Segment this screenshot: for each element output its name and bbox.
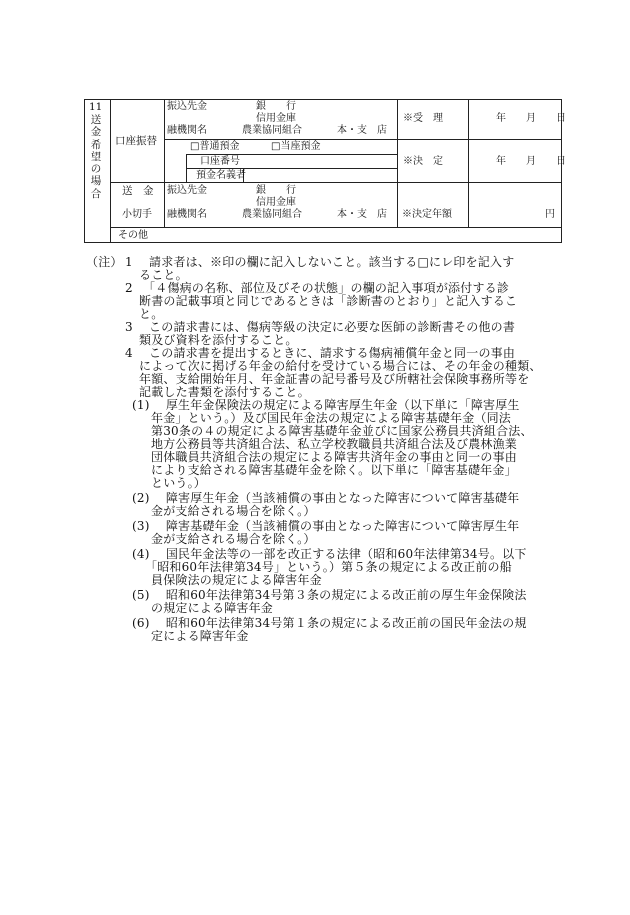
account-holder-label: 預金名義者 <box>196 170 246 181</box>
receipt-date: 年 月 日 <box>496 113 566 124</box>
row-divider-other <box>110 227 397 228</box>
account-number-label: 口座番号 <box>200 156 240 167</box>
notes-header: （注） <box>86 255 123 269</box>
row-divider-deposit <box>186 154 397 155</box>
note-line: 年額、支給開始年月、年金証書の記号番号及び所轄社会保険事務所等を <box>139 372 530 386</box>
yen-unit: 円 <box>545 209 555 220</box>
note-line: (3) 障害基礎年金（当該補償の事由となった障害について障害厚生年 <box>132 519 520 533</box>
decision-date: 年 月 日 <box>496 156 566 167</box>
current-deposit-checkbox[interactable]: □当座預金 <box>271 141 321 152</box>
row-divider-amount <box>397 227 562 228</box>
note-line: 類及び資料を添付すること。 <box>139 333 298 347</box>
note-line: 員保険法の規定による障害年金 <box>151 573 322 587</box>
ordinary-deposit-checkbox[interactable]: □普通預金 <box>190 141 240 152</box>
row-divider-account <box>186 168 397 169</box>
note-line: 第30条の４の規定による障害基礎年金並びに国家公務員共済組合法、 <box>151 424 533 438</box>
note-line: 3 この請求書には、傷病等級の決定に必要な医師の診断書その他の書 <box>125 320 516 334</box>
col-divider-3 <box>397 99 398 227</box>
institution-label: 融機関名 <box>167 125 207 136</box>
note-line: 金が支給される場合を除く。） <box>151 532 316 546</box>
dest-label-2: 振込先金 <box>167 185 207 196</box>
note-line: 記載した書類を添付すること。 <box>139 385 310 399</box>
receipt-label: ※受 理 <box>403 113 443 124</box>
decided-amount-label: ※決定年額 <box>402 209 452 220</box>
note-line: の規定による障害年金 <box>151 601 274 615</box>
other-label: その他 <box>118 230 148 241</box>
note-line: (5) 昭和60年法律第34号第３条の規定による改正前の厚生年金保険法 <box>132 588 527 602</box>
col-divider-2 <box>164 99 165 227</box>
remittance-form-table <box>84 99 562 243</box>
row-divider-receipt <box>397 139 562 140</box>
note-line: という。） <box>151 476 207 490</box>
remit-label: 送 金 <box>122 185 154 197</box>
branch-label: 本・支 店 <box>337 125 387 136</box>
note-line: 1 請求者は、※印の欄に記入しないこと。該当する□にレ印を記入す <box>125 255 515 269</box>
note-line: ること。 <box>139 268 188 282</box>
note-line: 金が支給される場合を除く。） <box>151 504 316 518</box>
note-line: によって次に掲げる年金の給付を受けている場合には、その年金の種類、 <box>139 359 542 373</box>
note-line: により支給される障害基礎年金を除く。以下単に「障害基礎年金」 <box>151 463 517 477</box>
note-line: (6) 昭和60年法律第34号第１条の規定による改正前の国民年金法の規 <box>132 616 527 630</box>
note-line: (1) 厚生年金保険法の規定による障害厚生年金（以下単に「障害厚生 <box>132 398 520 412</box>
bank-type-3b: 農業協同組合 <box>242 209 302 220</box>
section-number: 11 <box>89 101 103 113</box>
note-line: 地方公務員等共済組合法、私立学校教職員共済組合法及び農林漁業 <box>151 437 518 451</box>
note-line: 団体職員共済組合法の規定による障害共済年金の事由と同一の事由 <box>151 450 518 464</box>
note-line: 年金」という。）及び国民年金法の規定による障害基礎年金（同法 <box>151 411 512 425</box>
institution-label-2: 融機関名 <box>167 209 207 220</box>
note-line: (2) 障害厚生年金（当該補償の事由となった障害について障害基礎年 <box>132 491 520 505</box>
decision-label: ※決 定 <box>403 156 443 167</box>
bank-transfer-label: 口座振替 <box>115 135 157 147</box>
bank-type-2: 信用金庫 <box>256 113 296 124</box>
bank-type-3: 農業協同組合 <box>242 125 302 136</box>
note-line: と。 <box>139 307 164 321</box>
note-line: (4) 国民年金法等の一部を改正する法律（昭和60年法律第34号。以下 <box>132 547 527 561</box>
row-divider-transfer <box>110 182 562 183</box>
bank-type-1b: 銀 行 <box>256 185 296 196</box>
section-title: 送金希望の場合 <box>90 114 102 200</box>
note-line: 「昭和60年法律第34号」という。）第５条の規定による改正前の船 <box>145 560 512 574</box>
bank-type-1: 銀 行 <box>256 101 296 112</box>
row-divider-bank <box>164 139 397 140</box>
note-line: 定による障害年金 <box>151 629 249 643</box>
dest-label: 振込先金 <box>167 101 207 112</box>
col-divider-1 <box>110 99 111 243</box>
note-line: 断書の記載事項と同じであるときは「診断書のとおり」と記入するこ <box>139 294 518 308</box>
branch-label-2: 本・支 店 <box>337 209 387 220</box>
bank-type-2b: 信用金庫 <box>256 197 296 208</box>
note-line: 2 「４傷病の名称、部位及びその状態」の欄の記入事項が添付する診 <box>125 281 510 295</box>
cheque-label: 小切手 <box>122 209 152 220</box>
note-line: 4 この請求書を提出するときに、請求する傷病補償年金と同一の事由 <box>125 346 516 360</box>
col-divider-4 <box>468 99 469 227</box>
